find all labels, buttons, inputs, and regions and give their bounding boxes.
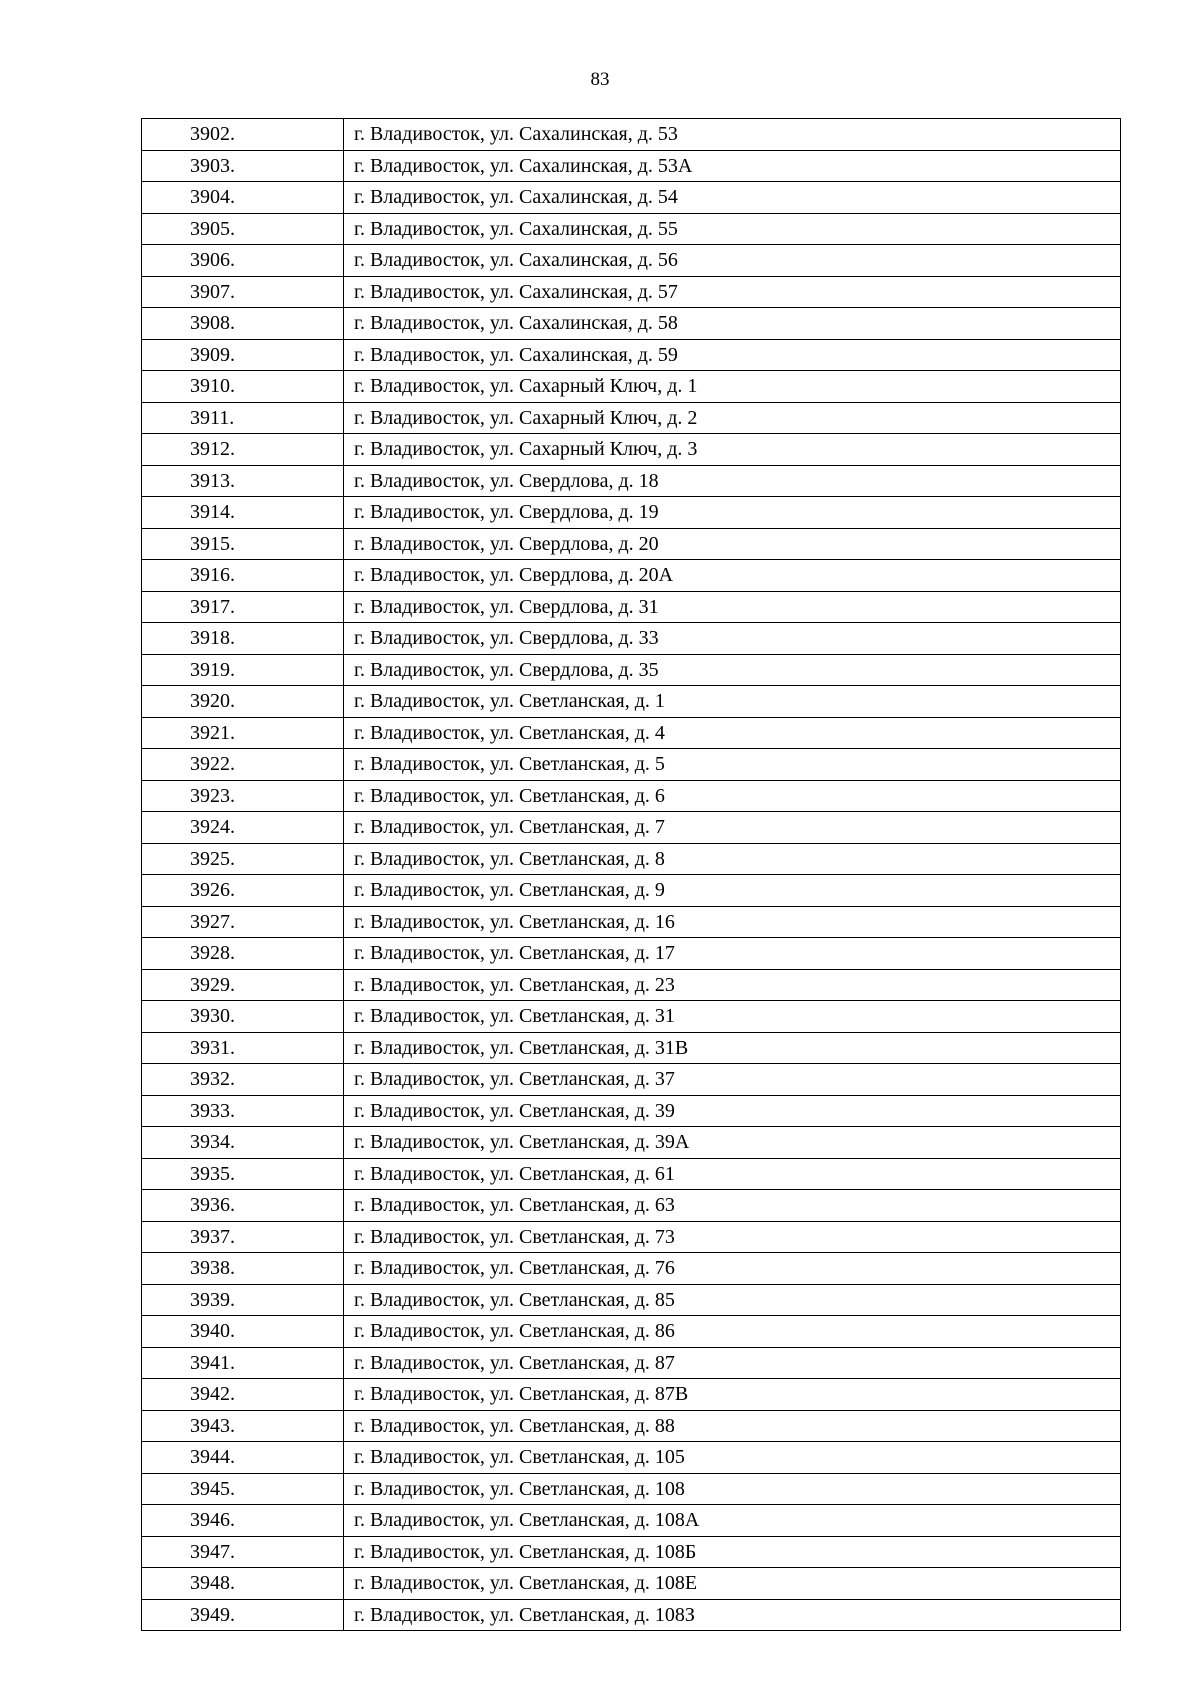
address-cell: г. Владивосток, ул. Свердлова, д. 18 xyxy=(344,465,1121,497)
table-row xyxy=(142,717,1121,749)
address-cell: г. Владивосток, ул. Сахарный Ключ, д. 1 xyxy=(344,371,1121,403)
address-cell: г. Владивосток, ул. Светланская, д. 87В xyxy=(344,1379,1121,1411)
row-number-cell: 3942. xyxy=(142,1379,344,1411)
table-row xyxy=(142,812,1121,844)
table-row xyxy=(142,1064,1121,1096)
table-row xyxy=(142,1158,1121,1190)
row-number-cell: 3904. xyxy=(142,182,344,214)
row-number-cell: 3910. xyxy=(142,371,344,403)
address-cell: г. Владивосток, ул. Сахарный Ключ, д. 3 xyxy=(344,434,1121,466)
table-row xyxy=(142,749,1121,781)
address-cell: г. Владивосток, ул. Свердлова, д. 20А xyxy=(344,560,1121,592)
address-cell: г. Владивосток, ул. Сахалинская, д. 59 xyxy=(344,339,1121,371)
table-row xyxy=(142,1221,1121,1253)
row-number-cell: 3931. xyxy=(142,1032,344,1064)
table-row xyxy=(142,119,1121,151)
row-number-cell: 3925. xyxy=(142,843,344,875)
address-cell: г. Владивосток, ул. Светланская, д. 17 xyxy=(344,938,1121,970)
row-number-cell: 3913. xyxy=(142,465,344,497)
table-row xyxy=(142,938,1121,970)
table-row xyxy=(142,686,1121,718)
row-number-cell: 3932. xyxy=(142,1064,344,1096)
table-row xyxy=(142,182,1121,214)
table-row xyxy=(142,339,1121,371)
row-number-cell: 3948. xyxy=(142,1568,344,1600)
table-row xyxy=(142,1536,1121,1568)
row-number-cell: 3903. xyxy=(142,150,344,182)
row-number-cell: 3936. xyxy=(142,1190,344,1222)
row-number-cell: 3930. xyxy=(142,1001,344,1033)
row-number-cell: 3911. xyxy=(142,402,344,434)
address-cell: г. Владивосток, ул. Сахалинская, д. 53А xyxy=(344,150,1121,182)
table-row xyxy=(142,213,1121,245)
table-row xyxy=(142,1316,1121,1348)
table-row xyxy=(142,245,1121,277)
row-number-cell: 3937. xyxy=(142,1221,344,1253)
address-cell: г. Владивосток, ул. Светланская, д. 86 xyxy=(344,1316,1121,1348)
table-row xyxy=(142,150,1121,182)
address-cell: г. Владивосток, ул. Светланская, д. 7 xyxy=(344,812,1121,844)
address-table xyxy=(141,118,1121,1631)
address-cell: г. Владивосток, ул. Светланская, д. 85 xyxy=(344,1284,1121,1316)
table-row xyxy=(142,1599,1121,1631)
row-number-cell: 3947. xyxy=(142,1536,344,1568)
row-number-cell: 3935. xyxy=(142,1158,344,1190)
row-number-cell: 3918. xyxy=(142,623,344,655)
row-number-cell: 3906. xyxy=(142,245,344,277)
address-cell: г. Владивосток, ул. Светланская, д. 108 xyxy=(344,1473,1121,1505)
row-number-cell: 3949. xyxy=(142,1599,344,1631)
address-cell: г. Владивосток, ул. Светланская, д. 1 xyxy=(344,686,1121,718)
table-row xyxy=(142,1410,1121,1442)
row-number-cell: 3943. xyxy=(142,1410,344,1442)
row-number-cell: 3924. xyxy=(142,812,344,844)
table-row xyxy=(142,402,1121,434)
address-cell: г. Владивосток, ул. Сахарный Ключ, д. 2 xyxy=(344,402,1121,434)
table-row xyxy=(142,1473,1121,1505)
address-cell: г. Владивосток, ул. Светланская, д. 9 xyxy=(344,875,1121,907)
table-row xyxy=(142,1095,1121,1127)
row-number-cell: 3939. xyxy=(142,1284,344,1316)
address-cell: г. Владивосток, ул. Светланская, д. 108Е xyxy=(344,1568,1121,1600)
address-cell: г. Владивосток, ул. Светланская, д. 108З xyxy=(344,1599,1121,1631)
address-cell: г. Владивосток, ул. Светланская, д. 31 xyxy=(344,1001,1121,1033)
address-cell: г. Владивосток, ул. Светланская, д. 108А xyxy=(344,1505,1121,1537)
row-number-cell: 3933. xyxy=(142,1095,344,1127)
table-row xyxy=(142,308,1121,340)
row-number-cell: 3902. xyxy=(142,119,344,151)
table-row xyxy=(142,1284,1121,1316)
address-cell: г. Владивосток, ул. Светланская, д. 5 xyxy=(344,749,1121,781)
address-cell: г. Владивосток, ул. Светланская, д. 37 xyxy=(344,1064,1121,1096)
table-row xyxy=(142,1127,1121,1159)
address-cell: г. Владивосток, ул. Светланская, д. 16 xyxy=(344,906,1121,938)
address-cell: г. Владивосток, ул. Сахалинская, д. 56 xyxy=(344,245,1121,277)
address-cell: г. Владивосток, ул. Светланская, д. 8 xyxy=(344,843,1121,875)
row-number-cell: 3919. xyxy=(142,654,344,686)
address-cell: г. Владивосток, ул. Светланская, д. 61 xyxy=(344,1158,1121,1190)
row-number-cell: 3908. xyxy=(142,308,344,340)
table-row xyxy=(142,969,1121,1001)
address-cell: г. Владивосток, ул. Светланская, д. 39А xyxy=(344,1127,1121,1159)
table-row xyxy=(142,560,1121,592)
table-row xyxy=(142,371,1121,403)
row-number-cell: 3927. xyxy=(142,906,344,938)
table-row xyxy=(142,1442,1121,1474)
table-row xyxy=(142,1001,1121,1033)
row-number-cell: 3912. xyxy=(142,434,344,466)
table-row xyxy=(142,1253,1121,1285)
table-row xyxy=(142,1347,1121,1379)
row-number-cell: 3917. xyxy=(142,591,344,623)
page-number: 83 xyxy=(590,69,610,90)
table-row xyxy=(142,591,1121,623)
address-cell: г. Владивосток, ул. Светланская, д. 23 xyxy=(344,969,1121,1001)
address-cell: г. Владивосток, ул. Сахалинская, д. 55 xyxy=(344,213,1121,245)
address-cell: г. Владивосток, ул. Светланская, д. 87 xyxy=(344,1347,1121,1379)
row-number-cell: 3938. xyxy=(142,1253,344,1285)
address-cell: г. Владивосток, ул. Светланская, д. 31В xyxy=(344,1032,1121,1064)
table-row xyxy=(142,1505,1121,1537)
address-cell: г. Владивосток, ул. Светланская, д. 73 xyxy=(344,1221,1121,1253)
address-cell: г. Владивосток, ул. Свердлова, д. 19 xyxy=(344,497,1121,529)
row-number-cell: 3929. xyxy=(142,969,344,1001)
address-cell: г. Владивосток, ул. Свердлова, д. 35 xyxy=(344,654,1121,686)
table-row xyxy=(142,276,1121,308)
table-row xyxy=(142,623,1121,655)
row-number-cell: 3923. xyxy=(142,780,344,812)
row-number-cell: 3940. xyxy=(142,1316,344,1348)
row-number-cell: 3916. xyxy=(142,560,344,592)
row-number-cell: 3926. xyxy=(142,875,344,907)
address-cell: г. Владивосток, ул. Светланская, д. 108Б xyxy=(344,1536,1121,1568)
address-cell: г. Владивосток, ул. Свердлова, д. 20 xyxy=(344,528,1121,560)
address-table-body xyxy=(142,119,1121,1631)
row-number-cell: 3934. xyxy=(142,1127,344,1159)
row-number-cell: 3907. xyxy=(142,276,344,308)
row-number-cell: 3922. xyxy=(142,749,344,781)
row-number-cell: 3915. xyxy=(142,528,344,560)
table-row xyxy=(142,528,1121,560)
address-cell: г. Владивосток, ул. Светланская, д. 39 xyxy=(344,1095,1121,1127)
address-cell: г. Владивосток, ул. Свердлова, д. 33 xyxy=(344,623,1121,655)
row-number-cell: 3928. xyxy=(142,938,344,970)
table-row xyxy=(142,843,1121,875)
address-cell: г. Владивосток, ул. Сахалинская, д. 57 xyxy=(344,276,1121,308)
address-cell: г. Владивосток, ул. Сахалинская, д. 54 xyxy=(344,182,1121,214)
address-cell: г. Владивосток, ул. Светланская, д. 76 xyxy=(344,1253,1121,1285)
address-cell: г. Владивосток, ул. Сахалинская, д. 58 xyxy=(344,308,1121,340)
address-cell: г. Владивосток, ул. Светланская, д. 88 xyxy=(344,1410,1121,1442)
address-cell: г. Владивосток, ул. Светланская, д. 105 xyxy=(344,1442,1121,1474)
row-number-cell: 3905. xyxy=(142,213,344,245)
table-row xyxy=(142,906,1121,938)
row-number-cell: 3914. xyxy=(142,497,344,529)
row-number-cell: 3920. xyxy=(142,686,344,718)
table-row xyxy=(142,875,1121,907)
address-cell: г. Владивосток, ул. Сахалинская, д. 53 xyxy=(344,119,1121,151)
address-cell: г. Владивосток, ул. Свердлова, д. 31 xyxy=(344,591,1121,623)
address-cell: г. Владивосток, ул. Светланская, д. 6 xyxy=(344,780,1121,812)
row-number-cell: 3946. xyxy=(142,1505,344,1537)
address-cell: г. Владивосток, ул. Светланская, д. 4 xyxy=(344,717,1121,749)
row-number-cell: 3944. xyxy=(142,1442,344,1474)
table-row xyxy=(142,1568,1121,1600)
table-row xyxy=(142,497,1121,529)
table-row xyxy=(142,1379,1121,1411)
row-number-cell: 3941. xyxy=(142,1347,344,1379)
row-number-cell: 3921. xyxy=(142,717,344,749)
row-number-cell: 3945. xyxy=(142,1473,344,1505)
row-number-cell: 3909. xyxy=(142,339,344,371)
table-row xyxy=(142,1032,1121,1064)
table-row xyxy=(142,1190,1121,1222)
table-row xyxy=(142,465,1121,497)
table-row xyxy=(142,434,1121,466)
table-row xyxy=(142,654,1121,686)
address-cell: г. Владивосток, ул. Светланская, д. 63 xyxy=(344,1190,1121,1222)
table-row xyxy=(142,780,1121,812)
